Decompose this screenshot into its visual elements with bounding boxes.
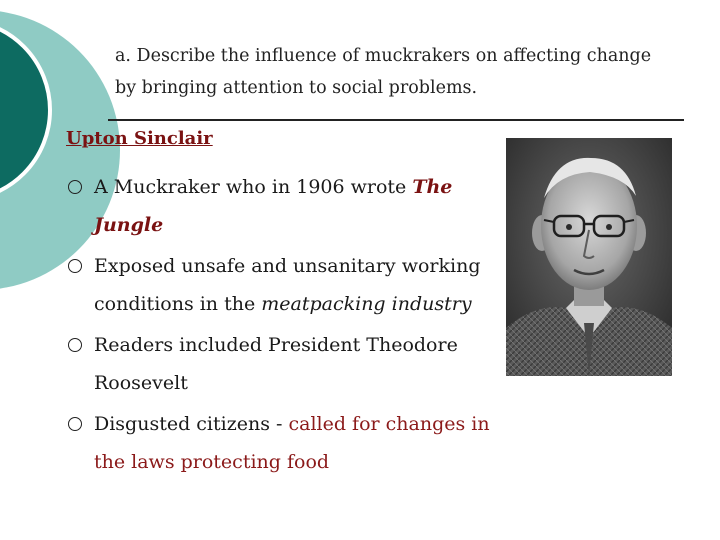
hollow-circle-bullet-icon xyxy=(68,338,82,352)
hollow-circle-bullet-icon xyxy=(68,417,82,431)
bullet-text: A Muckraker who in 1906 wrote xyxy=(94,176,413,198)
bullet-text: Readers included President Theodore Roosevelt xyxy=(94,334,458,394)
bullet-item-4 xyxy=(66,405,526,481)
bullet-text: Exposed unsafe and unsanitary working conditions in the xyxy=(94,255,481,315)
bullet-highlight: called for changes in the laws protecting food xyxy=(94,413,490,473)
hollow-circle-bullet-icon xyxy=(68,180,82,194)
bullet-list xyxy=(66,168,526,484)
portrait-photo xyxy=(506,138,672,376)
bullet-item-1 xyxy=(66,168,526,244)
book-title: The Jungle xyxy=(94,176,453,236)
bullet-item-2 xyxy=(66,247,526,323)
header-divider xyxy=(108,119,684,121)
hollow-circle-bullet-icon xyxy=(68,259,82,273)
objective-text: a. Describe the influence of muckrakers on affecting change by bringing attention to social problems. xyxy=(115,46,652,98)
bullet-text: Disgusted citizens - xyxy=(94,413,289,435)
industry-term: meatpacking industry xyxy=(261,293,472,315)
section-heading: Upton Sinclair xyxy=(66,128,213,149)
bullet-item-3 xyxy=(66,326,526,402)
